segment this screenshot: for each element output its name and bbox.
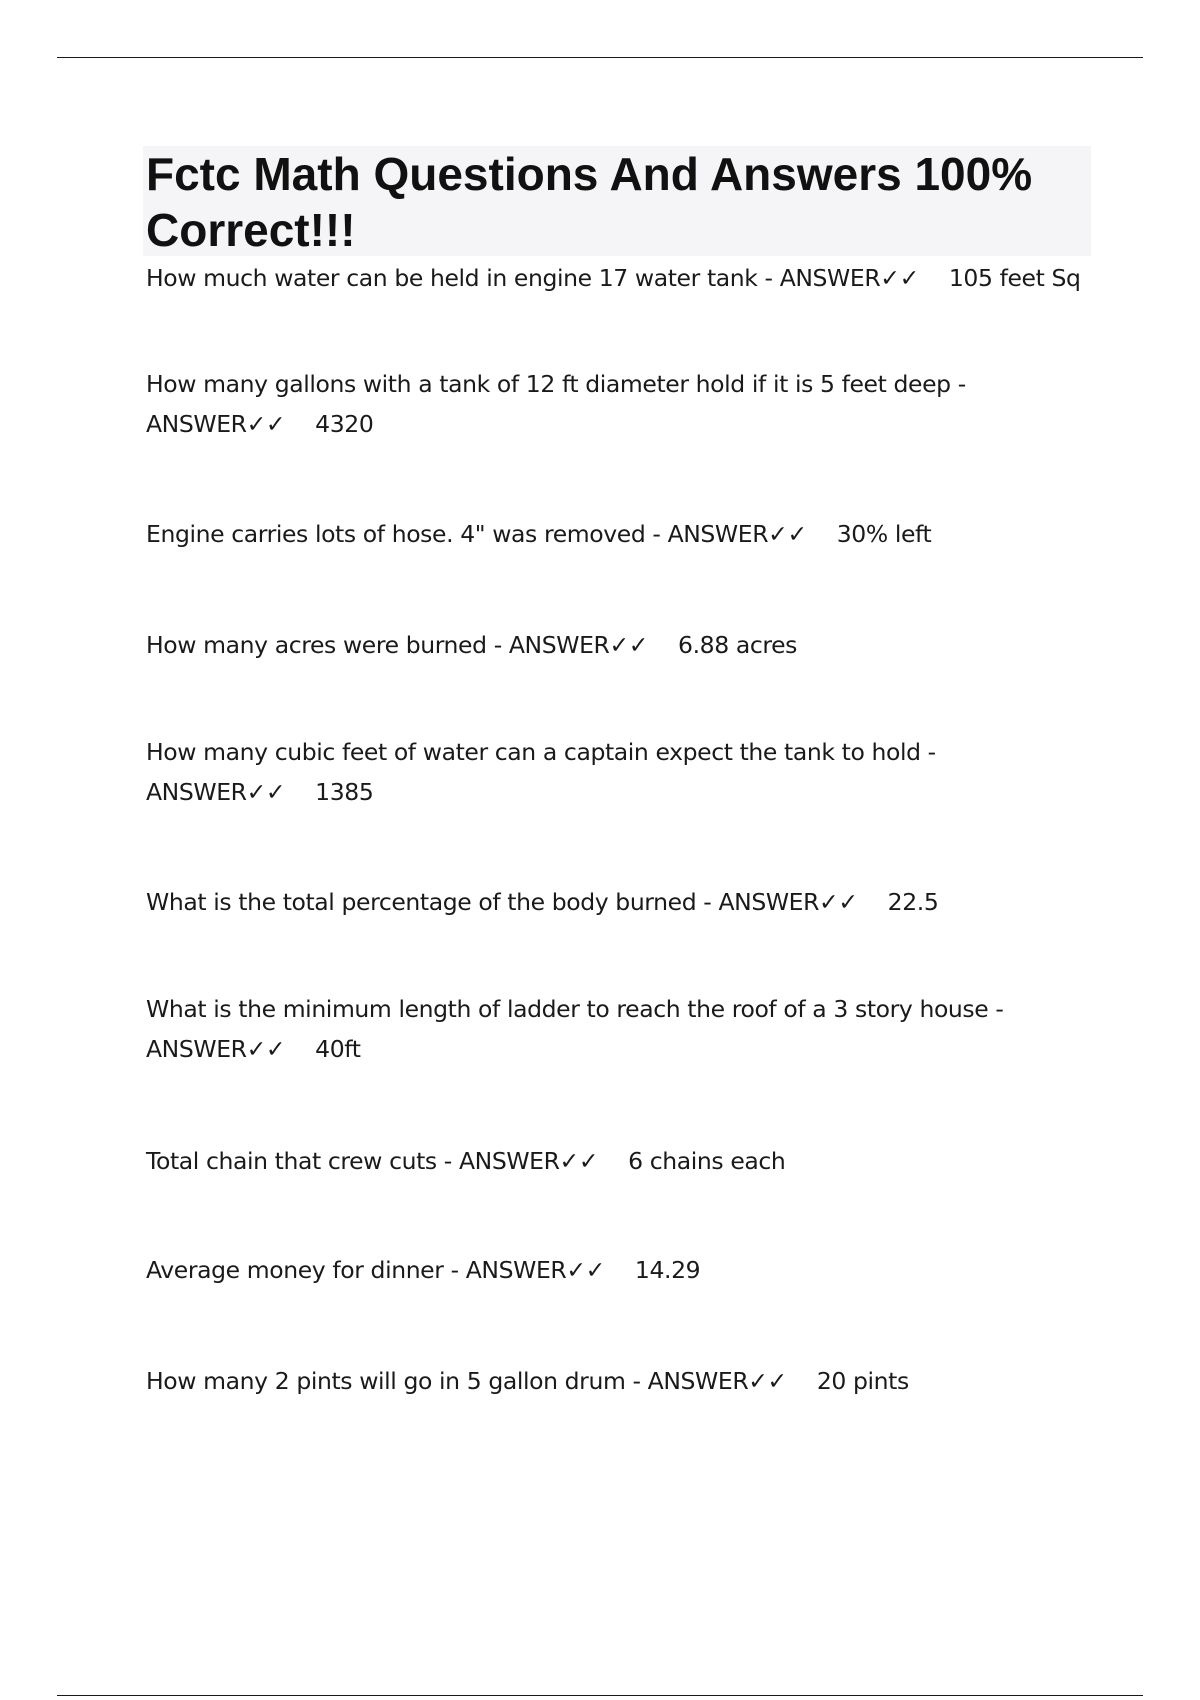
qa-item [146,1141,1096,1181]
answer-text: 1385 [315,778,374,806]
document-title: Fctc Math Questions And Answers 100% Correct!!! [146,148,1033,256]
answer-text: 40ft [315,1035,361,1063]
footer-rule [57,1695,1143,1696]
answer-text: 20 pints [816,1367,909,1395]
qa-item [146,1250,1096,1290]
answer-marker: ANSWER✓✓ [458,1147,599,1175]
answer-text: 105 feet Sq [948,264,1081,292]
answer-marker: ANSWER✓✓ [146,410,286,438]
qa-item [146,514,1096,554]
qa-item [146,732,1096,812]
qa-list [146,258,1096,1401]
header-rule [57,57,1143,58]
answer-marker: ANSWER✓✓ [779,264,919,292]
question-text: Engine carries lots of hose. 4" was removed - [146,520,661,548]
question-text: Total chain that crew cuts - [146,1147,452,1175]
qa-item [146,989,1096,1069]
answer-marker: ANSWER✓✓ [146,778,286,806]
answer-text: 6.88 acres [678,631,797,659]
qa-item [146,364,1096,444]
qa-item [146,882,1096,922]
answer-text: 6 chains each [628,1147,786,1175]
answer-text: 14.29 [634,1256,701,1284]
question-text: How many acres were burned - [146,631,502,659]
question-text: What is the minimum length of ladder to reach the roof of a 3 story house - [146,995,1004,1023]
qa-item [146,625,1096,665]
answer-text: 4320 [315,410,374,438]
answer-marker: ANSWER✓✓ [718,888,858,916]
question-text: What is the total percentage of the body burned - [146,888,712,916]
answer-marker: ANSWER✓✓ [146,1035,286,1063]
question-text: How many 2 pints will go in 5 gallon drum - [146,1367,641,1395]
answer-text: 22.5 [887,888,939,916]
question-text: How much water can be held in engine 17 water tank - [146,264,773,292]
question-text: Average money for dinner - [146,1256,459,1284]
question-text: How many gallons with a tank of 12 ft diameter hold if it is 5 feet deep - [146,370,966,398]
question-text: How many cubic feet of water can a captain expect the tank to hold - [146,738,936,766]
qa-item [146,1361,1096,1401]
answer-marker: ANSWER✓✓ [465,1256,605,1284]
qa-item [146,258,1096,298]
answer-marker: ANSWER✓✓ [667,520,807,548]
answer-marker: ANSWER✓✓ [647,1367,787,1395]
answer-text: 30% left [836,520,932,548]
answer-marker: ANSWER✓✓ [508,631,649,659]
